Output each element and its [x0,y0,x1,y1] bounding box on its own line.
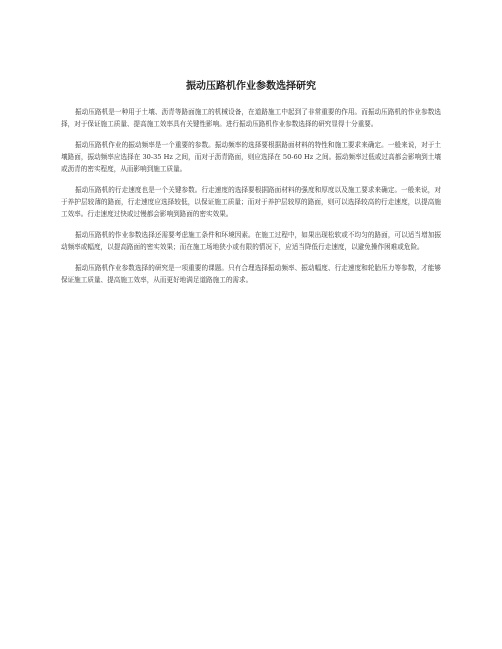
paragraph-1: 振动压路机是一种用于土壤、沥青等路面施工的机械设备，在道路施工中起到了非常重要的作用。而振动压路机的作业参数选择，对于保证施工质量、提高施工效率具有关键性影响。进行振动压路机作业参数选择的研究显得十分重要。 [61,108,441,128]
paragraph-5: 振动压路机作业参数选择的研究是一项重要的课题。只有合理选择振动频率、振动幅度、行走速度和轮胎压力等参数，才能够保证施工质量、提高施工效率，从而更好地满足道路施工的需求。 [61,264,441,284]
document-title: 振动压路机作业参数选择研究 [186,81,316,92]
document-body [61,106,441,295]
paragraph-3: 振动压路机的行走速度也是一个关键参数。行走速度的选择要根据路面材料的强度和厚度以及施工要求来确定。一般来说，对于养护层较薄的路面，行走速度应选择较低，以保证施工质量；而对于养护层较厚的路面，则可以选择较高的行走速度，以提高施工效率。行走速度过快或过慢都会影响到路面的密实效果。 [61,186,441,218]
paragraph-2: 振动压路机作业的振动频率是一个重要的参数。振动频率的选择要根据路面材料的特性和施工要求来确定。一般来说，对于土壤路面，振动频率应选择在 30-35 Hz 之间，而对于沥青路面，则应选择在 50-60 Hz 之间。振动频率过低或过高都会影响到土壤或沥青的密实程度，从而影响到施工质量。 [61,141,441,173]
paragraph-4: 振动压路机的作业参数选择还需要考虑施工条件和环境因素。在施工过程中，如果出现松软或不均匀的路面，可以适当增加振动频率或幅度，以提高路面的密实效果；而在施工场地狭小或有限的情况下，应适当降低行走速度，以避免操作困难或危险。 [61,231,441,251]
